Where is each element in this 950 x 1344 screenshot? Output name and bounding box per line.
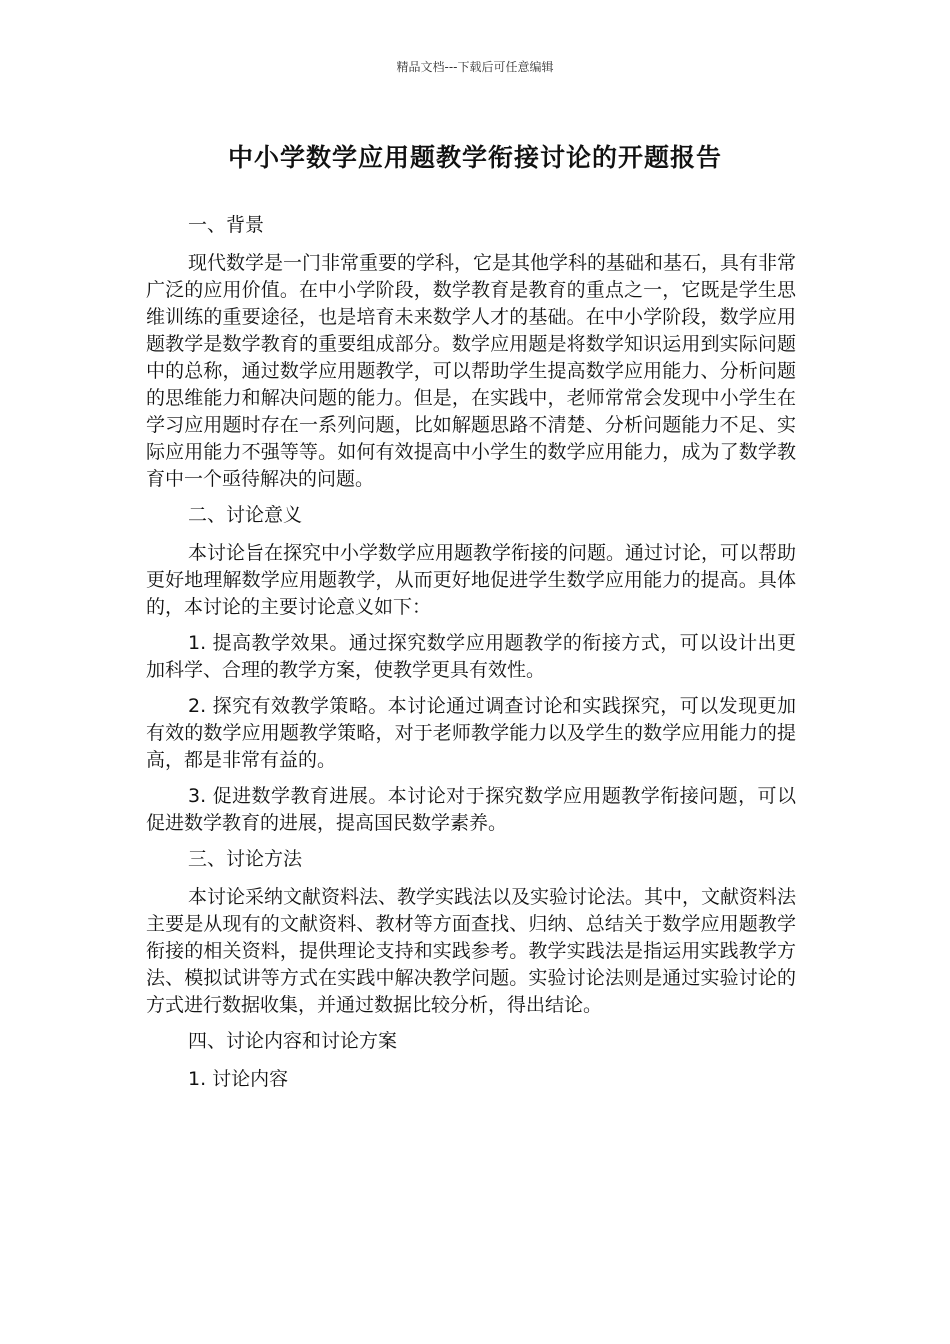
paragraph-significance-item-2: 2. 探究有效教学策略。本讨论通过调查讨论和实践探究，可以发现更加有效的数学应用题教学策略，对于老师教学能力以及学生的数学应用能力的提高，都是非常有益的。 bbox=[146, 695, 796, 771]
paragraph-significance-item-3: 3. 促进数学教育进展。本讨论对于探究数学应用题教学衔接问题，可以促进数学教育的进展，提高国民数学素养。 bbox=[146, 785, 796, 834]
section-heading-background: 一、背景 bbox=[188, 214, 265, 236]
section-heading-content: 四、讨论内容和讨论方案 bbox=[188, 1030, 398, 1052]
section-heading-method: 三、讨论方法 bbox=[188, 848, 303, 870]
header-note: 精品文档---下载后可任意编辑 bbox=[396, 60, 554, 74]
paragraph-background: 现代数学是一门非常重要的学科，它是其他学科的基础和基石，具有非常广泛的应用价值。在中小学阶段，数学教育是教育的重点之一，它既是学生思维训练的重要途径，也是培育未来数学人才的基础。在中小学阶段，数学应用题教学是数学教育的重要组成部分。数学应用题是将数学知识运用到实际问题中的总称，通过数学应用题教学，可以帮助学生提高数学应用能力、分析问题的思维能力和解决问题的能力。但是，在实践中，老师常常会发现中小学生在学习应用题时存在一系列问题，比如解题思路不清楚、分析问题能力不足、实际应用能力不强等等。如何有效提高中小学生的数学应用能力，成为了数学教育中一个亟待解决的问题。 bbox=[146, 252, 797, 490]
paragraph-significance-item-1: 1. 提高教学效果。通过探究数学应用题教学的衔接方式，可以设计出更加科学、合理的教学方案，使教学更具有效性。 bbox=[146, 632, 796, 681]
section-heading-significance: 二、讨论意义 bbox=[188, 504, 303, 526]
subsection-heading-content-1: 1. 讨论内容 bbox=[188, 1068, 289, 1090]
paragraph-significance-intro: 本讨论旨在探究中小学数学应用题教学衔接的问题。通过讨论，可以帮助更好地理解数学应用题教学，从而更好地促进学生数学应用能力的提高。具体的，本讨论的主要讨论意义如下： bbox=[146, 542, 797, 618]
document-body bbox=[146, 212, 796, 1104]
paragraph-method: 本讨论采纳文献资料法、教学实践法以及实验讨论法。其中，文献资料法主要是从现有的文献资料、教材等方面查找、归纳、总结关于数学应用题教学衔接的相关资料，提供理论支持和实践参考。教学实践法是指运用实践教学方法、模拟试讲等方式在实践中解决教学问题。实验讨论法则是通过实验讨论的方式进行数据收集，并通过数据比较分析，得出结论。 bbox=[146, 886, 797, 1016]
document-title: 中小学数学应用题教学衔接讨论的开题报告 bbox=[227, 143, 722, 172]
